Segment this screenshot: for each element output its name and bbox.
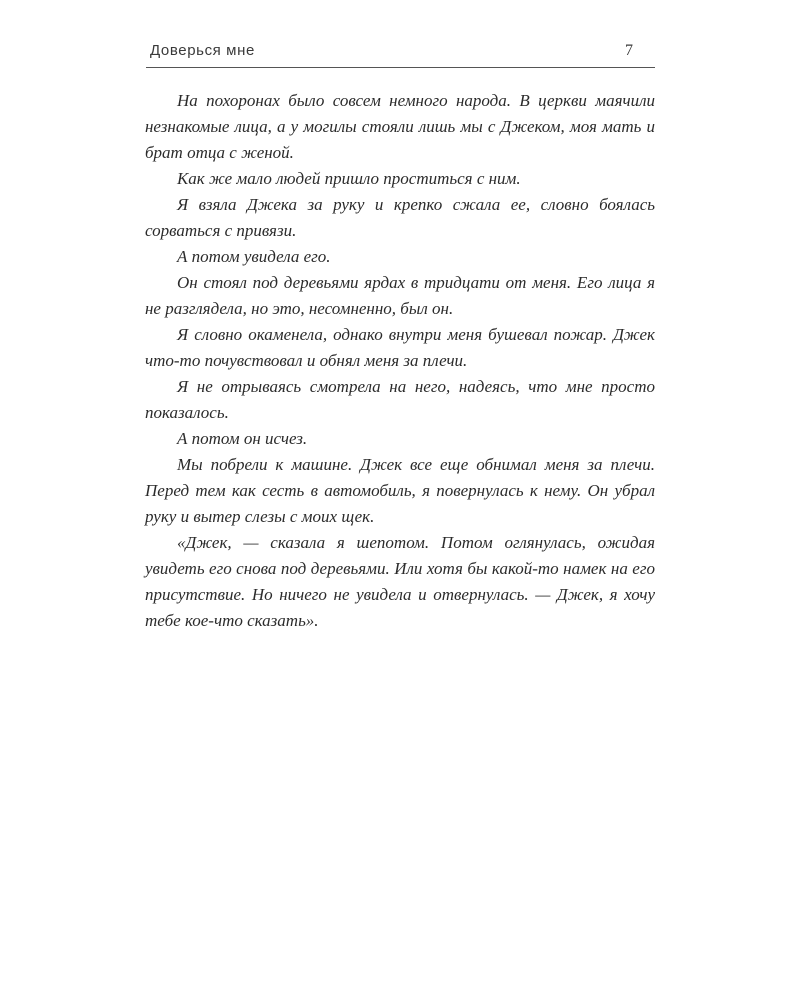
running-title: Доверься мне [150,42,255,59]
paragraph: «Джек, — сказала я шепотом. Потом оглянулась, ожидая увидеть его снова под деревьями. Или хотя бы какой-то намек на его присутствие. Но ничего не увидела и отвернулась. — Джек, я хочу тебе кое-что сказать». [145,533,655,630]
header-rule [146,67,655,68]
paragraph: А потом он исчез. [177,429,308,448]
paragraph: Он стоял под деревьями ярдах в тридцати от меня. Его лица я не разглядела, но это, несомненно, был он. [145,273,655,318]
paragraph: На похоронах было совсем немного народа. В церкви маячили незнакомые лица, а у могилы стояли лишь мы с Джеком, моя мать и брат отца с женой. [145,91,655,162]
header-row [146,42,655,60]
paragraph: Я взяла Джека за руку и крепко сжала ее, словно боялась сорваться с привязи. [145,195,655,240]
page-number: 7 [625,42,633,59]
page-body [145,88,655,634]
paragraph: Мы побрели к машине. Джек все еще обнимал меня за плечи. Перед тем как сесть в автомобиль, я повернулась к нему. Он убрал руку и вытер слезы с моих щек. [145,455,655,526]
paragraph: Как же мало людей пришло проститься с ним. [177,169,521,188]
paragraph: Я не отрываясь смотрела на него, надеясь, что мне просто показалось. [145,377,655,422]
paragraph: А потом увидела его. [177,247,331,266]
page-header [146,42,655,68]
paragraph: Я словно окаменела, однако внутри меня бушевал пожар. Джек что-то почувствовал и обнял меня за плечи. [145,325,655,370]
